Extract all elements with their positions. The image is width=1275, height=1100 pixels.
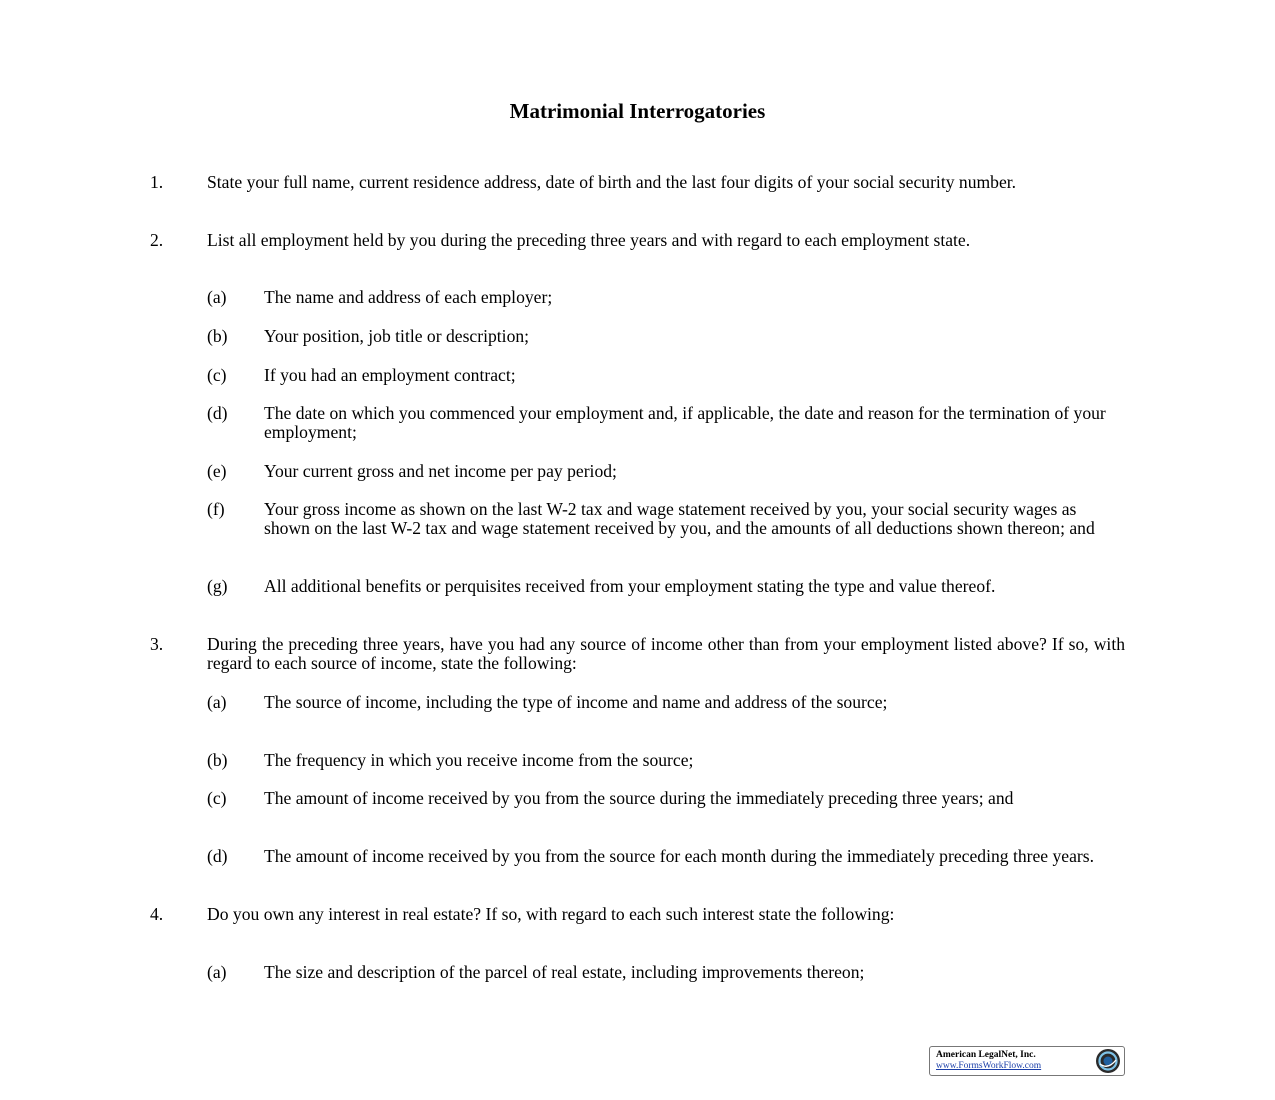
question-number: 4. (150, 904, 164, 924)
subitem-label: (a) (207, 692, 227, 712)
subitem-text: If you had an employment contract; (264, 365, 516, 385)
subitem-text: The name and address of each employer; (264, 287, 553, 307)
subitem-text: The date on which you commenced your employment and, if applicable, the date and reason for the termination of your employment; (264, 403, 1106, 443)
question-number: 2. (150, 230, 164, 250)
subitem-text: The amount of income received by you from the source for each month during the immediately preceding three years. (264, 846, 1095, 866)
subitem-label: (g) (207, 576, 228, 596)
subitem-label: (a) (207, 287, 227, 307)
logo-website-link[interactable]: www.FormsWorkFlow.com (936, 1061, 1042, 1071)
subitem-label: (c) (207, 788, 227, 808)
subitem-label: (c) (207, 365, 227, 385)
question-text: List all employment held by you during the preceding three years and with regard to each employment state. (207, 230, 971, 250)
subitem-text: Your gross income as shown on the last W-2 tax and wage statement received by you, your social security wages as shown on the last W-2 tax and wage statement received by you, and the amounts of all deductions shown thereon; and (264, 499, 1095, 539)
question-text: State your full name, current residence address, date of birth and the last four digits of your social security number. (207, 172, 1017, 192)
subitem-text: The source of income, including the type of income and name and address of the source; (264, 692, 888, 712)
subitem-label: (a) (207, 962, 227, 982)
subitem-text: The frequency in which you receive income from the source; (264, 750, 694, 770)
question-text: During the preceding three years, have you had any source of income other than from your employment listed above? If so, with regard to each source of income, state the following: (207, 634, 1125, 674)
subitem-text: Your current gross and net income per pay period; (264, 461, 617, 481)
subitem-text: The size and description of the parcel of real estate, including improvements thereon; (264, 962, 865, 982)
document-title: Matrimonial Interrogatories (509, 99, 766, 123)
globe-swirl-icon (1095, 1048, 1121, 1074)
question-number: 3. (150, 634, 164, 654)
subitem-label: (d) (207, 846, 228, 866)
question-text: Do you own any interest in real estate? If so, with regard to each such interest state the following: (207, 904, 895, 924)
subitem-text: The amount of income received by you from the source during the immediately preceding three years; and (264, 788, 1014, 808)
subitem-label: (d) (207, 403, 228, 423)
question-number: 1. (150, 172, 164, 192)
subitem-text: Your position, job title or description; (264, 326, 530, 346)
american-legalnet-logo (929, 1046, 1125, 1076)
subitem-label: (b) (207, 326, 228, 346)
subitem-label: (b) (207, 750, 228, 770)
subitem-label: (e) (207, 461, 227, 481)
subitem-label: (f) (207, 499, 225, 519)
logo-company-name: American LegalNet, Inc. (936, 1050, 1036, 1060)
subitem-text: All additional benefits or perquisites received from your employment stating the type and value thereof. (264, 576, 996, 596)
